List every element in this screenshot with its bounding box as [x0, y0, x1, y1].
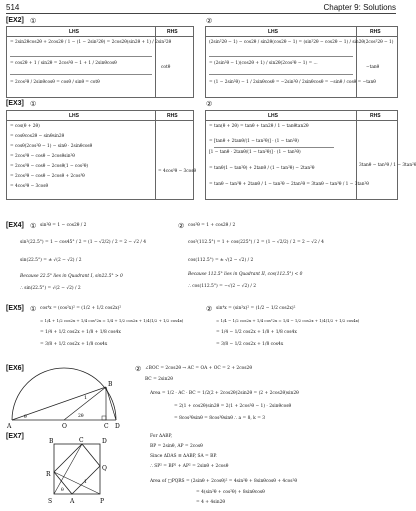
- ex5-p1-line: = 3/8 + 1/2 cos2x + 1/8 cos4x: [40, 342, 108, 347]
- angle-label: θ: [24, 415, 27, 420]
- ex3-part2-mark: ②: [206, 100, 213, 108]
- ex2-p2-line: (2sin²2θ − 1) − cos2θ / sin2θ(cos2θ − 1) = (sin²2θ − cos2θ − 1) / sin2θ(2cos²2θ − 1): [209, 40, 394, 45]
- ex3-p2-line: = tanθ − tan³θ + 2tanθ / 1 − tan²θ − 2tan²θ = 3tanθ − tan³θ / 1 − 3tan²θ: [209, 182, 369, 187]
- side-label: 1: [84, 395, 88, 401]
- ex3-p2-line: = tanθ(1 − tan²θ) + 2tanθ / (1 − tan²θ) − 2tan²θ: [209, 166, 315, 171]
- ex5-p2-line: = 1/4 − 1/2 cos2x + 1/4 cos²2x = 1/4 − 1/2 cos2x + 1/4(1/2 + 1/2 cos4x): [216, 318, 360, 323]
- ex3-p1-line: = 4cos³θ − 3cosθ: [10, 184, 49, 189]
- ex4-p1-line: sin(22.5°) = ± √(2 − √2) / 2: [20, 258, 82, 263]
- ex3-p1-line: = 2cos³θ − cosθ − 2cosθsin²θ: [10, 154, 75, 159]
- ex4-p1-line: ∴ sin(22.5°) = √(2 − √2) / 2: [20, 286, 81, 291]
- point-label: O: [62, 423, 67, 430]
- ex3-p1-line: = 2cos³θ − cosθ − 2cosθ + 2cos³θ: [10, 174, 85, 179]
- ex6-line: ∠BOC = 2cos2θ → AC = OA + OC = 2 + 2cos2θ: [145, 366, 252, 371]
- ex4-p1-line: sin²(22.5°) = 1 − cos45° / 2 = (1 − √2/2) / 2 = 2 − √2 / 4: [20, 240, 147, 245]
- ex2-p2-line: = (1 − 2sin²θ) − 1 / 2sinθcosθ = −2sin²θ / 2sinθcosθ = −sinθ / cosθ = −tanθ: [209, 80, 376, 85]
- ex3-p2-line: = [tanθ + 2tanθ/(1 − tan²θ)] · (1 − tan²θ): [209, 139, 299, 144]
- ex5-p1-line: = 1/4 + 1/2 cos2x + 1/8 + 1/8 cos4x: [40, 330, 121, 335]
- ex6-line: Area = 1/2 · AC · BC = 1/2(2 + 2cos2θ)2sin2θ = (2 + 2cos2θ)sin2θ: [150, 391, 299, 396]
- ex5-p2-line: = 3/8 − 1/2 cos2x + 1/8 cos4x: [216, 342, 284, 347]
- point-label: C: [104, 423, 109, 430]
- ex4-part2-mark: ②: [178, 222, 185, 230]
- ex2-part1-mark: ①: [30, 17, 37, 25]
- page-number: 514: [6, 3, 20, 12]
- ex7-label: [EX7]: [6, 433, 24, 440]
- ex3-p2-line: = tan(θ + 2θ) = tanθ + tan2θ / 1 − tanθtan2θ: [209, 124, 309, 129]
- lhs-header: LHS: [268, 113, 278, 119]
- point-label: A: [70, 498, 75, 505]
- ex3-part1-mark: ①: [30, 100, 37, 108]
- ex3-p1-line: = 2cos³θ − cosθ − 2cosθ(1 − cos²θ): [10, 164, 89, 169]
- ex4-part1-mark: ①: [30, 222, 37, 230]
- ex4-p1-line: Because 22.5° lies in Quadrant I, sin22.5° > 0: [20, 274, 123, 279]
- angle-label: 2θ: [78, 414, 84, 419]
- ex5-label: [EX5]: [6, 305, 24, 312]
- point-label: Q: [102, 465, 107, 472]
- ex4-p1-line: sin²θ = 1 − cos2θ / 2: [40, 223, 87, 228]
- ex2-p1-line: = cos2θ + 1 / sin2θ = 2cos²θ − 1 + 1 / 2sinθcosθ: [10, 61, 117, 66]
- ex3-p2-line: [1 − tanθ · 2tanθ/(1 − tan²θ)] · (1 − tan²θ): [209, 150, 301, 155]
- ex2-p1-line: = 2sin2θcos2θ + 2cos2θ / 1 − (1 − 2sin²2θ) = 2cos2θ(sin2θ + 1) / 2sin²2θ: [10, 40, 172, 45]
- ex4-p2-line: cos(112.5°) = ± √(2 − √2) / 2: [188, 258, 254, 263]
- ex7-line: Since ΔDAS ≅ ΔABP, SA = BP.: [150, 454, 217, 459]
- point-label: D: [115, 423, 120, 430]
- point-label: A: [7, 423, 12, 430]
- ex2-part2-mark: ②: [206, 17, 213, 25]
- ex6-part2-mark: ②: [135, 365, 142, 373]
- ex7-line: For ΔABP,: [150, 434, 172, 439]
- lhs-header: LHS: [69, 29, 79, 35]
- rhs-header: RHS: [370, 113, 381, 119]
- lhs-header: LHS: [268, 29, 278, 35]
- ex5-p2-line: = 1/4 − 1/2 cos2x + 1/8 + 1/8 cos4x: [216, 330, 297, 335]
- ex3-p1-line: = cosθ(2cos²θ − 1) − sinθ · 2sinθcosθ: [10, 144, 93, 149]
- rhs-header: RHS: [167, 113, 178, 119]
- ex5-p2-line: sin⁴x = (sin²x)² = (1/2 − 1/2 cos2x)²: [216, 306, 296, 311]
- rhs-header: RHS: [167, 29, 178, 35]
- ex4-p2-line: Because 112.5° lies in Quadrant II, cos(112.5°) < 0: [188, 272, 303, 277]
- ex6-line: = 2(1 + cos2θ)sin2θ = 2(1 + 2cos²θ − 1) · 2sinθcosθ: [174, 404, 292, 409]
- ex3-label: [EX3]: [6, 100, 24, 107]
- ex6-line: BC = 2sin2θ: [145, 377, 173, 382]
- ex5-p1-line: = 1/4 + 1/2 cos2x + 1/4 cos²2x = 1/4 + 1/2 cos2x + 1/4(1/2 + 1/2 cos4x): [40, 318, 184, 323]
- ex2-p1-line: = 2cos²θ / 2sinθcosθ = cosθ / sinθ = cotθ: [10, 80, 100, 85]
- ex5-part2-mark: ②: [206, 305, 213, 313]
- point-label: B: [108, 381, 113, 388]
- side-label: 1: [84, 480, 87, 485]
- ex3-p2-rhs: 3tanθ − tan³θ / 1 − 3tan²θ: [359, 163, 416, 168]
- point-label: S: [48, 498, 53, 505]
- point-label: D: [102, 438, 107, 445]
- ex4-label: [EX4]: [6, 222, 24, 229]
- ex4-p2-line: ∴ cos(112.5°) = −√(2 − √2) / 2: [188, 284, 257, 289]
- point-label: B: [49, 438, 54, 445]
- point-label: R: [46, 471, 51, 478]
- ex2-p1-rhs: cotθ: [161, 65, 171, 70]
- ex4-p2-line: cos²(112.5°) = 1 + cos(225°) / 2 = (1 − √2/2) / 2 = 2 − √2 / 4: [188, 240, 324, 245]
- ex7-line: = 4 + 4sin2θ: [196, 500, 226, 505]
- point-label: P: [100, 498, 105, 505]
- ex3-p1-rhs: = 4cos³θ − 3cosθ: [158, 169, 197, 174]
- ex7-line: Area of □PQRS = (2sinθ + 2cosθ)² = 4sin²θ + 8sinθcosθ + 4cos²θ: [150, 479, 297, 484]
- ex5-part1-mark: ①: [30, 305, 37, 313]
- ex3-p1-line: = cosθcos2θ − sinθsin2θ: [10, 134, 65, 139]
- chapter-title: Chapter 9: Solutions: [323, 3, 396, 12]
- ex6-label: [EX6]: [6, 365, 24, 372]
- ex4-p2-line: cos²θ = 1 + cos2θ / 2: [188, 223, 236, 228]
- ex7-line: = 4(sin²θ + cos²θ) + 8sinθcosθ: [196, 490, 265, 495]
- ex2-p2-line: = (2sin²θ − 1)(cos2θ + 1) / sin2θ(2cos²θ − 1) = ...: [209, 61, 318, 66]
- ex6-line: = 8cos³θsinθ = 8cos³θsinθ ∴ a = 8, k = 3: [174, 416, 266, 421]
- ex7-line: ∴ SP² = BP² + AP² = 2sinθ + 2cosθ: [150, 464, 229, 469]
- ex2-label: [EX2]: [6, 17, 24, 24]
- lhs-header: LHS: [69, 113, 79, 119]
- ex2-p2-rhs: −tanθ: [366, 65, 380, 70]
- ex3-p1-line: = cos(θ + 2θ): [10, 124, 40, 129]
- point-label: C: [79, 437, 84, 444]
- ex5-p1-line: cos⁴x = (cos²x)² = (1/2 + 1/2 cos2x)²: [40, 306, 122, 311]
- ex7-line: BP = 2sinθ, AP = 2cosθ: [150, 444, 203, 449]
- angle-label: θ: [61, 488, 64, 493]
- rhs-header: RHS: [370, 29, 381, 35]
